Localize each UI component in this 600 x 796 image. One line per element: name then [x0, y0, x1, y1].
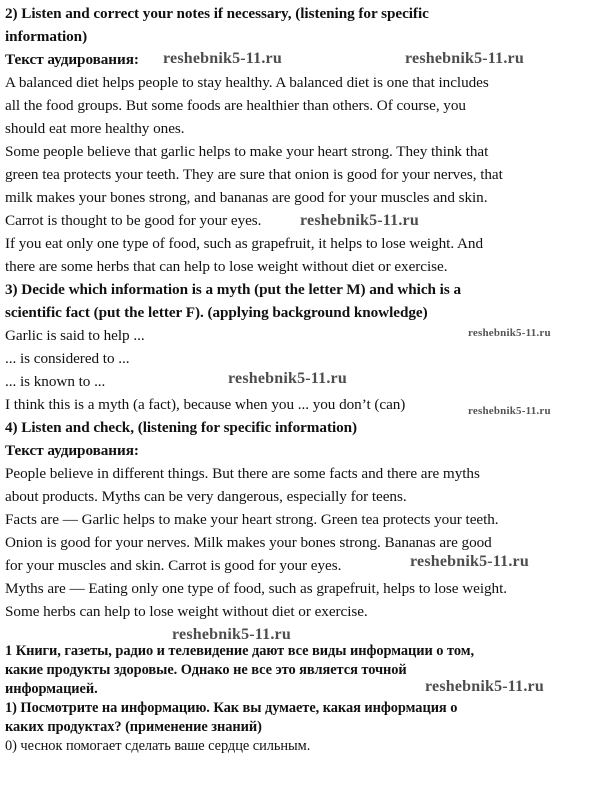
ru-task-line: каких продуктах? (применение знаний): [5, 719, 262, 735]
phrase-line: I think this is a myth (a fact), because when you ... you don’t (can): [5, 396, 406, 413]
watermark: reshebnik5-11.ru: [163, 50, 282, 67]
text-line: People believe in different things. But there are some facts and there are myths: [5, 465, 480, 482]
heading-task-2-line-1: 2) Listen and correct your notes if necessary, (listening for specific: [5, 5, 429, 22]
heading-task-4: 4) Listen and check, (listening for specific information): [5, 419, 358, 436]
heading-task-3-line-1: 3) Decide which information is a myth (put the letter M) and which is a: [5, 281, 461, 298]
watermark: reshebnik5-11.ru: [468, 405, 551, 417]
phrase-line: Garlic is said to help ...: [5, 327, 145, 344]
russian-section: [5, 642, 595, 756]
watermark: reshebnik5-11.ru: [425, 678, 544, 695]
text-line: Carrot is thought to be good for your eyes.: [5, 212, 262, 229]
text-line: Some herbs can help to lose weight without diet or exercise.: [5, 603, 368, 620]
english-section: [5, 2, 595, 623]
heading-task-2-line-2: information): [5, 28, 88, 45]
text-line: green tea protects your teeth. They are sure that onion is good for your nerves, that: [5, 166, 503, 183]
watermark: reshebnik5-11.ru: [405, 50, 524, 67]
text-line: Onion is good for your nerves. Milk makes your bones strong. Bananas are good: [5, 534, 492, 551]
ru-heading-line: информацией.: [5, 681, 98, 697]
watermark: reshebnik5-11.ru: [468, 327, 551, 339]
text-line: milk makes your bones strong, and bananas are good for your muscles and skin.: [5, 189, 488, 206]
text-line: all the food groups. But some foods are healthier than others. Of course, you: [5, 97, 466, 114]
phrase-line: ... is known to ...: [5, 373, 106, 390]
watermark: reshebnik5-11.ru: [228, 370, 347, 387]
text-line: If you eat only one type of food, such as grapefruit, it helps to lose weight. And: [5, 235, 483, 252]
heading-task-3-line-2: scientific fact (put the letter F). (applying background knowledge): [5, 304, 428, 321]
ru-task-line: 1) Посмотрите на информацию. Как вы думаете, какая информация о: [5, 700, 458, 716]
watermark: reshebnik5-11.ru: [300, 212, 419, 229]
text-line: Myths are — Eating only one type of food, such as grapefruit, helps to lose weight.: [5, 580, 507, 597]
watermark: reshebnik5-11.ru: [410, 553, 529, 570]
text-line: there are some herbs that can help to lose weight without diet or exercise.: [5, 258, 448, 275]
text-line: Facts are — Garlic helps to make your heart strong. Green tea protects your teeth.: [5, 511, 499, 528]
text-line: about products. Myths can be very dangerous, especially for teens.: [5, 488, 407, 505]
text-line: for your muscles and skin. Carrot is good for your eyes.: [5, 557, 342, 574]
text-line: Some people believe that garlic helps to make your heart strong. They think that: [5, 143, 489, 160]
transcript-label-1: Текст аудирования:: [5, 51, 139, 68]
ru-heading-line: 1 Книги, газеты, радио и телевидение дают все виды информации о том,: [5, 643, 475, 659]
phrase-line: ... is considered to ...: [5, 350, 130, 367]
text-line: A balanced diet helps people to stay healthy. A balanced diet is one that includes: [5, 74, 489, 91]
transcript-label-2: Текст аудирования:: [5, 442, 139, 459]
text-line: should eat more healthy ones.: [5, 120, 185, 137]
watermark: reshebnik5-11.ru: [172, 626, 291, 643]
ru-heading-line: какие продукты здоровые. Однако не все это является точной: [5, 662, 407, 678]
ru-answer-line: 0) чеснок помогает сделать ваше сердце сильным.: [5, 738, 311, 754]
